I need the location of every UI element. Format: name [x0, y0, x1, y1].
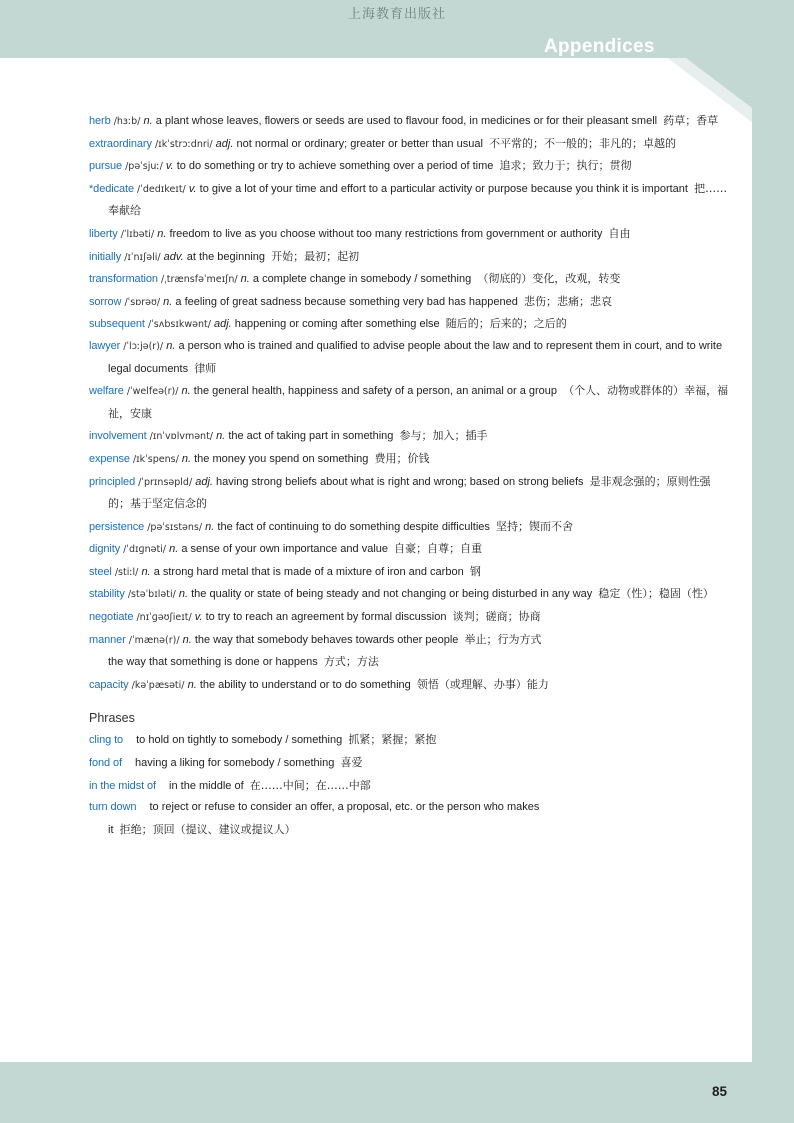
entry-chinese: 自豪；自尊；自重 [394, 542, 483, 556]
entry-part-of-speech: n. [240, 273, 250, 286]
entry-pronunciation: /hɜːb/ [113, 116, 141, 127]
entry-pronunciation: /ˈlɔːjə(r)/ [123, 340, 164, 352]
entry-pronunciation: /ɪkˈstrɔːdnri/ [154, 138, 213, 150]
glossary-content [89, 110, 729, 841]
phrase-entry [89, 729, 729, 752]
phrase-chinese: 喜爱 [340, 756, 363, 770]
entry-part-of-speech: n. [181, 385, 191, 398]
entry-part-of-speech: adj. [195, 475, 213, 488]
phrases-list [89, 729, 729, 841]
entry-part-of-speech: n. [181, 452, 192, 465]
entry-word: extraordinary [89, 137, 152, 150]
entry-pronunciation: /ˈsɒrəʊ/ [124, 296, 161, 308]
vocabulary-entry [89, 516, 729, 539]
phrase-chinese: 抓紧；紧握；紧抱 [348, 733, 437, 747]
entry-chinese: 随后的；后来的；之后的 [445, 317, 567, 331]
entry-word: lawyer [89, 339, 121, 352]
entry-word: persistence [89, 520, 145, 533]
entry-word: welfare [89, 385, 124, 398]
entry-pronunciation: /pəˈsjuː/ [125, 161, 163, 173]
entry-definition: a plant whose leaves, flowers or seeds are used to flavour food, in medicines or for their pleasant smell [155, 115, 658, 127]
entry-definition: a person who is trained and qualified to advise people about the law and to represent them in court, and to write legal documents [108, 339, 723, 375]
entry-part-of-speech: v. [194, 611, 203, 624]
entry-definition: to do something or try to achieve something over a period of time [176, 160, 494, 173]
entry-definition: a complete change in somebody / something [252, 273, 472, 286]
entry-chinese: 参与；加入；插手 [399, 429, 488, 443]
vocabulary-entry [89, 133, 729, 156]
entry-pronunciation: /stiːl/ [114, 566, 139, 578]
vocabulary-entry [89, 223, 729, 246]
entry-part-of-speech: n. [143, 115, 153, 127]
entry-word: transformation [89, 273, 158, 286]
entry-definition-2: the way that something is done or happens [108, 656, 318, 669]
entry-definition: to try to reach an agreement by formal discussion [205, 611, 447, 624]
vocabulary-entry [89, 268, 729, 291]
vocabulary-entry [89, 336, 729, 380]
entry-part-of-speech: n. [178, 588, 189, 601]
entry-word: negotiate [89, 611, 134, 624]
phrase-term: in the midst of [89, 779, 156, 792]
vocabulary-entry [89, 246, 729, 269]
entry-chinese: （彻底的）变化，改观，转变 [477, 272, 621, 286]
entry-definition: a strong hard metal that is made of a mixture of iron and carbon [153, 565, 464, 578]
entry-word: involvement [89, 430, 147, 443]
entry-definition: the general health, happiness and safety of a person, an animal or a group [193, 385, 558, 398]
entry-definition: a sense of your own importance and value [181, 543, 389, 556]
vocabulary-entry [89, 313, 729, 336]
entry-chinese: 律师 [194, 361, 217, 375]
entry-pronunciation: /ˈmænə(r)/ [128, 634, 180, 646]
entry-word: capacity [89, 678, 129, 691]
entry-word: herb [89, 115, 111, 127]
vocabulary-list [89, 110, 729, 696]
entry-part-of-speech: n. [166, 339, 176, 352]
vocabulary-entry [89, 583, 729, 606]
entry-pronunciation: /ˈwelfeə(r)/ [126, 386, 179, 398]
vocabulary-entry [89, 561, 729, 584]
entry-chinese: 药草；香草 [663, 114, 719, 127]
vocabulary-entry [89, 425, 729, 448]
phrase-entry [89, 775, 729, 798]
phrase-term: cling to [89, 734, 124, 747]
phrase-chinese: 拒绝；顶回（提议、建议或提议人） [119, 822, 296, 836]
phrase-definition: to hold on tightly to somebody / something [136, 734, 343, 747]
entry-definition: a feeling of great sadness because something very bad has happened [175, 295, 518, 308]
vocabulary-entry [89, 291, 729, 314]
entry-definition: to give a lot of your time and effort to a particular activity or purpose because you think it is important [199, 182, 688, 195]
entry-pronunciation: /ˈdedɪkeɪt/ [137, 183, 186, 195]
entry-part-of-speech: n. [187, 678, 197, 691]
entry-definition: the way that somebody behaves towards other people [194, 633, 459, 646]
entry-word: liberty [89, 227, 118, 240]
entry-definition: at the beginning [186, 250, 266, 263]
phrase-chinese: 在……中间；在……中部 [249, 778, 371, 792]
phrase-definition: in the middle of [169, 779, 244, 792]
entry-part-of-speech: v. [188, 182, 197, 195]
phrase-definition: having a liking for somebody / something [135, 757, 335, 770]
phrase-term: fond of [89, 757, 122, 770]
entry-part-of-speech: n. [157, 227, 167, 240]
entry-pronunciation: /ɪkˈspens/ [132, 453, 179, 465]
entry-word: sorrow [89, 295, 122, 308]
entry-pronunciation: /ˈsʌbsɪkwənt/ [147, 319, 211, 331]
entry-chinese: 举止；行为方式 [464, 632, 542, 646]
phrase-entry [89, 752, 729, 775]
entry-definition: having strong beliefs about what is right and wrong; based on strong beliefs [216, 475, 584, 488]
entry-word: dignity [89, 543, 121, 556]
entry-chinese: 不平常的；不一般的；非凡的；卓越的 [489, 136, 677, 150]
entry-chinese: 谈判；磋商；协商 [452, 610, 541, 624]
section-title: Appendices [544, 36, 655, 57]
entry-definition: not normal or ordinary; greater or better than usual [236, 137, 483, 150]
entry-pronunciation: /ɪnˈvɒlvmənt/ [149, 431, 213, 443]
entry-chinese: （个人、动物或群体的）幸福，福祉，安康 [108, 384, 729, 420]
entry-pronunciation: /kəˈpæsəti/ [131, 679, 185, 691]
vocabulary-entry [89, 110, 729, 133]
entry-pronunciation: /ˈprɪnsəpld/ [138, 476, 193, 488]
entry-chinese-2: 方式；方法 [323, 655, 379, 669]
entry-word: principled [89, 475, 136, 488]
entry-part-of-speech: n. [163, 295, 173, 308]
entry-definition: the quality or state of being steady and not changing or being disturbed in any way [191, 588, 593, 601]
entry-pronunciation: /nɪˈɡəʊʃieɪt/ [136, 612, 192, 624]
entry-chinese: 把……奉献给 [108, 181, 728, 218]
vocabulary-entry [89, 538, 729, 561]
entry-chinese: 领悟（或理解、办事）能力 [416, 677, 549, 691]
entry-part-of-speech: adj. [215, 137, 234, 150]
entry-chinese: 追求；致力于；执行；贯彻 [499, 159, 632, 173]
entry-definition: happening or coming after something else [234, 318, 440, 331]
entry-word: initially [89, 250, 122, 263]
entry-chinese: 稳定（性）；稳固（性） [598, 587, 714, 601]
entry-definition: freedom to live as you choose without too many restrictions from government or authority [169, 227, 603, 240]
entry-pronunciation: /ˈdɪɡnəti/ [123, 544, 167, 556]
page-number: 85 [712, 1084, 728, 1099]
phrase-definition: to reject or refuse to consider an offer, a proposal, etc. or the person who makes it [108, 801, 540, 836]
entry-word: manner [89, 633, 126, 646]
entry-chinese: 钢 [469, 564, 481, 578]
vocabulary-entry [89, 606, 729, 629]
entry-definition: the ability to understand or to do something [199, 678, 411, 691]
vocabulary-entry [89, 674, 729, 697]
entry-definition: the act of taking part in something [228, 430, 394, 443]
entry-chinese: 坚持；锲而不舍 [496, 519, 574, 533]
entry-word: pursue [89, 160, 123, 173]
entry-chinese: 悲伤；悲痛；悲哀 [524, 294, 612, 308]
entry-part-of-speech: n. [205, 520, 215, 533]
entry-pronunciation: /pəˈsɪstəns/ [147, 521, 203, 533]
entry-chinese: 费用；价钱 [374, 451, 430, 465]
vocabulary-entry [89, 448, 729, 471]
vocabulary-entry [89, 380, 729, 425]
entry-part-of-speech: n. [182, 633, 192, 646]
entry-chinese: 是非观念强的；原则性强的；基于坚定信念的 [108, 474, 711, 511]
entry-pronunciation: /stəˈbɪləti/ [127, 589, 176, 601]
entry-word: expense [89, 452, 130, 465]
entry-word: *dedicate [89, 182, 134, 195]
entry-part-of-speech: v. [165, 160, 174, 173]
entry-pronunciation: /ˌtrænsfəˈmeɪʃn/ [160, 274, 238, 286]
phrase-term: turn down [89, 801, 137, 814]
entry-definition: the money you spend on something [194, 452, 369, 465]
phrases-heading: Phrases [89, 711, 135, 726]
entry-part-of-speech: n. [169, 543, 179, 556]
vocabulary-entry [89, 178, 729, 223]
vocabulary-entry [89, 155, 729, 178]
entry-part-of-speech: adv. [163, 250, 184, 263]
vocabulary-entry [89, 471, 729, 516]
entry-chinese: 自由 [608, 226, 631, 240]
entry-chinese: 开始；最初；起初 [271, 249, 360, 263]
entry-pronunciation: /ɪˈnɪʃəli/ [124, 251, 161, 263]
entry-word: stability [89, 588, 125, 601]
entry-pronunciation: /ˈlɪbəti/ [120, 228, 155, 240]
entry-definition: the fact of continuing to do something despite difficulties [217, 520, 490, 533]
phrase-entry [89, 797, 729, 841]
publisher-name: 上海教育出版社 [347, 6, 446, 21]
entry-word: steel [89, 565, 112, 578]
entry-part-of-speech: adj. [213, 318, 232, 331]
entry-part-of-speech: n. [141, 565, 151, 578]
vocabulary-entry [89, 629, 729, 674]
entry-word: subsequent [89, 318, 145, 331]
entry-part-of-speech: n. [216, 430, 226, 443]
